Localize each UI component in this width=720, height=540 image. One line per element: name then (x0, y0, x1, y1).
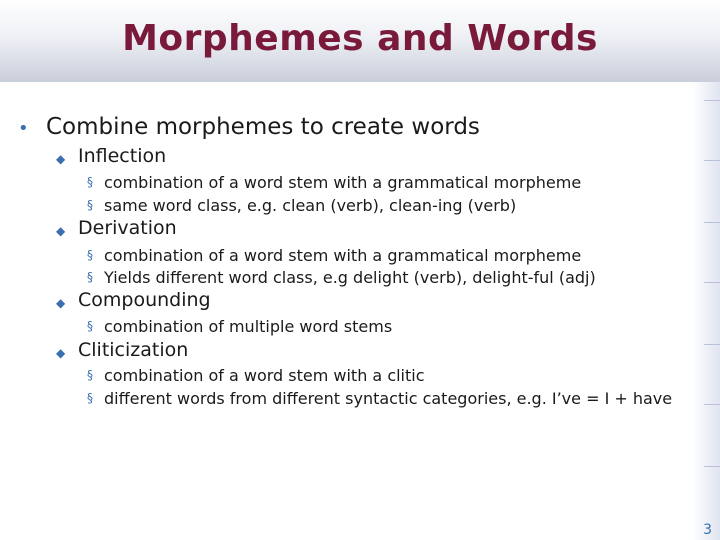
bullet-l2-icon: ◆ (56, 296, 66, 310)
list-item: combination of a word stem with a clitic (104, 366, 425, 385)
section-heading-derivation: Derivation (78, 217, 177, 239)
list-item: Yields different word class, e.g delight (verb), delight-ful (adj) (104, 268, 596, 287)
list-item: same word class, e.g. clean (verb), clean-ing (verb) (104, 196, 517, 215)
section-heading-cliticization: Cliticization (78, 339, 189, 361)
main-point: Combine morphemes to create words (46, 114, 480, 140)
bullet-l3-icon: § (87, 391, 93, 405)
list-item: combination of a word stem with a grammatical morpheme (104, 173, 582, 192)
bullet-l3-icon: § (87, 368, 93, 382)
bullet-l3-icon: § (87, 319, 93, 333)
bullet-l2-icon: ◆ (56, 152, 66, 166)
slide-title: Morphemes and Words (122, 18, 598, 59)
section-heading-inflection: Inflection (78, 145, 167, 167)
section-heading-compounding: Compounding (78, 289, 211, 311)
bullet-l3-icon: § (87, 270, 93, 284)
bullet-l2-icon: ◆ (56, 224, 66, 238)
bullet-l3-icon: § (87, 198, 93, 212)
list-item: combination of multiple word stems (104, 317, 393, 336)
list-item: different words from different syntactic categories, e.g. I’ve = I + have (104, 389, 673, 408)
bullet-l1-icon: • (18, 118, 29, 139)
bullet-l3-icon: § (87, 248, 93, 262)
bullet-l2-icon: ◆ (56, 346, 66, 360)
page-number: 3 (703, 522, 712, 538)
list-item: combination of a word stem with a grammatical morpheme (104, 246, 582, 265)
bullet-l3-icon: § (87, 175, 93, 189)
